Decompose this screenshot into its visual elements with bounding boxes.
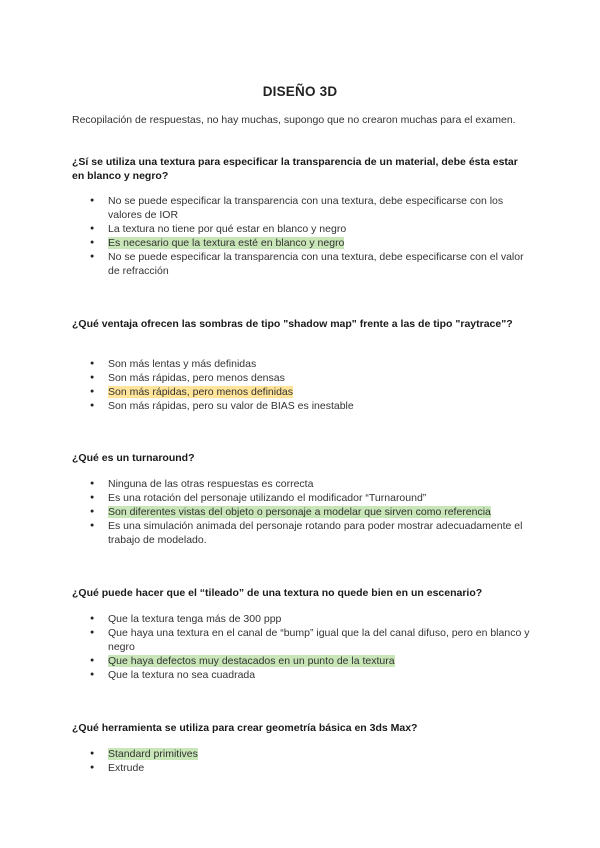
option — [72, 222, 532, 236]
option-text: No se puede especificar la transparencia con una textura, debe especificarse con el valor de refracción — [108, 251, 524, 277]
option-text: La textura no tiene por qué estar en blanco y negro — [108, 223, 347, 235]
option-correct — [72, 505, 532, 519]
option — [72, 626, 532, 654]
highlighted-answer: Es necesario que la textura esté en blanco y negro — [108, 237, 345, 249]
question-5: ¿Qué herramienta se utiliza para crear geometría básica en 3ds Max? — [72, 722, 418, 734]
option-correct — [72, 654, 532, 668]
options-list-2 — [72, 357, 532, 413]
question-3: ¿Qué es un turnaround? — [72, 452, 195, 464]
option — [72, 761, 532, 775]
highlighted-answer: Son más rápidas, pero menos definidas — [108, 386, 294, 398]
option-text: No se puede especificar la transparencia con una textura, debe especificarse con los valores de IOR — [108, 195, 504, 221]
option-text: Es una simulación animada del personaje rotando para poder mostrar adecuadamente el trabajo de modelado. — [108, 520, 523, 546]
highlighted-answer: Son diferentes vistas del objeto o personaje a modelar que sirven como referencia — [108, 506, 491, 518]
question-2: ¿Qué ventaja ofrecen las sombras de tipo "shadow map" frente a las de tipo "raytrace"? — [72, 318, 513, 330]
option — [72, 519, 532, 547]
highlighted-answer: Standard primitives — [108, 748, 198, 760]
options-list-4 — [72, 612, 532, 682]
option — [72, 491, 532, 505]
options-list-1 — [72, 194, 532, 278]
option-text: Son más rápidas, pero su valor de BIAS es inestable — [108, 400, 354, 412]
option — [72, 668, 532, 682]
page-title: DISEÑO 3D — [262, 84, 338, 99]
option-text: Que haya una textura en el canal de “bump” igual que la del canal difuso, pero en blanco y negro — [108, 627, 530, 653]
option — [72, 250, 532, 278]
highlighted-answer: Que haya defectos muy destacados en un punto de la textura — [108, 655, 395, 667]
option-correct — [72, 747, 532, 761]
option-text: Son más lentas y más definidas — [108, 358, 257, 370]
options-list-5 — [72, 747, 532, 775]
option-text: Ninguna de las otras respuestas es correcta — [108, 478, 314, 490]
option-correct — [72, 385, 532, 399]
option-text: Extrude — [108, 762, 145, 774]
question-1: ¿Sí se utiliza una textura para especificar la transparencia de un material, debe ésta estar en blanco y negro? — [72, 156, 518, 182]
option — [72, 612, 532, 626]
option-text: Que la textura no sea cuadrada — [108, 669, 256, 681]
option-correct — [72, 236, 532, 250]
option-text: Que la textura tenga más de 300 ppp — [108, 613, 282, 625]
option — [72, 357, 532, 371]
option — [72, 399, 532, 413]
option — [72, 194, 532, 222]
options-list-3 — [72, 477, 532, 547]
option — [72, 371, 532, 385]
option — [72, 477, 532, 491]
question-4: ¿Qué puede hacer que el “tileado” de una textura no quede bien en un escenario? — [72, 587, 483, 599]
option-text: Es una rotación del personaje utilizando el modificador “Turnaround” — [108, 492, 427, 504]
option-text: Son más rápidas, pero menos densas — [108, 372, 285, 384]
intro-paragraph: Recopilación de respuestas, no hay muchas, supongo que no crearon muchas para el examen. — [72, 114, 516, 126]
